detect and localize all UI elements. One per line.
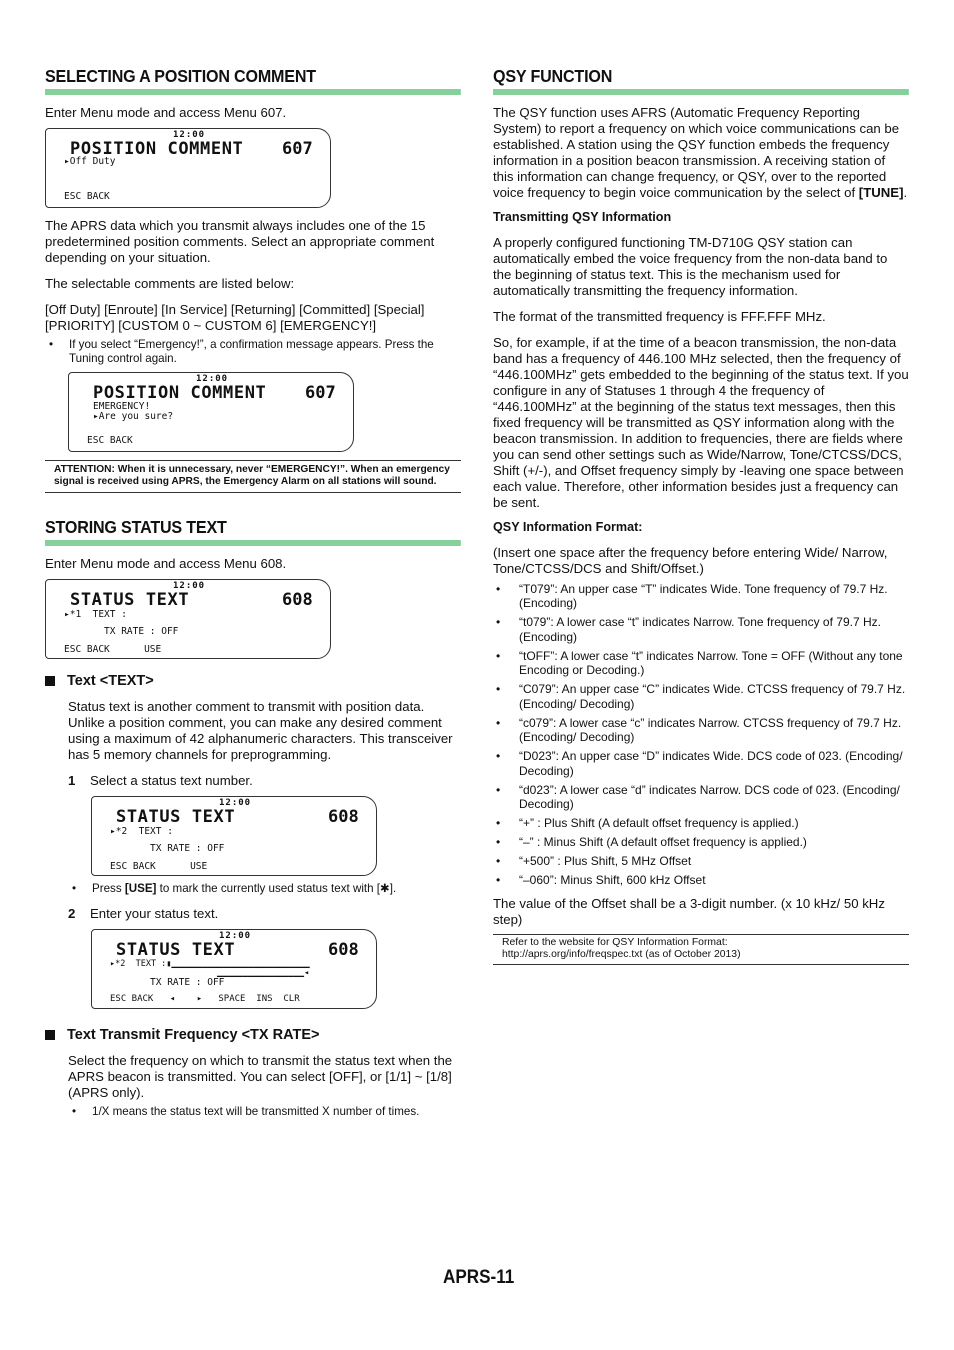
tune-key-label: [TUNE] <box>858 185 904 200</box>
bullet-text: “d023”: A lower case “d” indicates Narrow. DCS code of 023. (Encoding/ Decoding) <box>519 782 900 811</box>
lcd-title: STATUS TEXT <box>116 807 236 827</box>
square-bullet-icon <box>45 676 55 686</box>
position-comment-para2: The selectable comments are listed below: <box>45 276 295 291</box>
note-url: http://aprs.org/info/freqspec.txt (as of October 2013) <box>502 948 741 960</box>
lcd-line: ▸*1 TEXT : <box>64 609 127 620</box>
step-number: 2 <box>68 906 76 921</box>
qsy-para1-text: The QSY function uses AFRS (Automatic Frequency Reporting System) to report a frequency on which voice communications can be established. A station using the QSY function embeds the frequency information in a position beacon transmission. A receiving station of this information can change frequency, or QSY, over to the reported voice frequency to begin voice communication by the select of <box>493 105 900 200</box>
step-text: Select a status text number. <box>90 773 253 788</box>
lcd-status-edit <box>91 929 377 1009</box>
lcd-softkeys: ESC BACK <box>87 435 133 446</box>
list-item <box>493 854 909 869</box>
bullet-text: “C079”: An upper case “C” indicates Wide. CTCSS frequency of 79.7 Hz. (Encoding/ Decoding) <box>519 682 906 711</box>
bullet: • <box>496 581 501 596</box>
step-1 <box>68 773 461 788</box>
lcd-softkeys: ESC BACK ◂ ▸ SPACE INS CLR <box>110 994 300 1004</box>
list-item <box>493 582 909 611</box>
bullet: • <box>496 835 501 849</box>
use-key-label: [USE] <box>124 882 157 895</box>
list-item <box>493 783 909 812</box>
bullet-text-post: to mark the currently used status text with [✱]. <box>156 882 397 895</box>
text-para: Status text is another comment to transmit with position data. Unlike a position comment, you can make any desired comment using a maximum of 42 alphanumeric characters. This transceiver has 5 memory channels for preprogramming. <box>68 699 453 762</box>
lcd-title: POSITION COMMENT <box>93 383 267 403</box>
subheading-text <box>45 673 461 689</box>
bullet-text: “+” : Plus Shift (A default offset frequency is applied.) <box>519 816 799 830</box>
lcd-line: TX RATE : OFF <box>110 843 225 854</box>
lcd-clock: 12:00 <box>173 130 206 140</box>
bullet-text: “t079”: A lower case “t” indicates Narrow. Tone frequency of 79.7 Hz. (Encoding) <box>519 615 881 644</box>
bullet: • <box>496 816 501 830</box>
step-number: 1 <box>68 773 76 788</box>
list-item <box>493 835 909 850</box>
list-item <box>493 816 909 831</box>
bullet: • <box>496 854 501 868</box>
lcd-menu-number: 607 <box>305 383 336 403</box>
bullet-text <box>92 882 396 896</box>
lcd-softkeys: ESC BACK USE <box>64 644 162 655</box>
qsy-para1-end: . <box>903 185 908 200</box>
lcd-clock: 12:00 <box>196 374 229 384</box>
step-2 <box>68 906 461 921</box>
lcd-title: STATUS TEXT <box>116 940 236 960</box>
bullet-text: If you select “Emergency!”, a confirmation message appears. Press the Tuning control again. <box>69 338 434 365</box>
qsy-format-list <box>493 582 909 888</box>
qsy-para5: (Insert one space after the frequency before entering Wide/ Narrow, Tone/CTCSS/DCS and Shift/Offset.) <box>493 545 888 576</box>
lcd-softkeys: ESC BACK <box>64 191 110 202</box>
left-column <box>45 66 461 1119</box>
section-heading-status-text: STORING STATUS TEXT <box>45 517 461 546</box>
lcd-line: TX RATE : OFF <box>110 977 225 988</box>
list-item <box>68 1105 461 1119</box>
subheading-label: Text Transmit Frequency <TX RATE> <box>67 1027 320 1043</box>
list-item <box>68 882 461 896</box>
bullet-text: “–” : Minus Shift (A default offset frequency is applied.) <box>519 835 807 849</box>
square-bullet-icon <box>45 1030 55 1040</box>
step-text: Enter your status text. <box>90 906 219 921</box>
qsy-para1 <box>493 105 909 201</box>
lcd-line: EMERGENCY! <box>93 401 151 412</box>
subheading-tx-rate <box>45 1027 461 1043</box>
lcd-clock: 12:00 <box>219 798 252 808</box>
qsy-para2: A properly configured functioning TM-D710G QSY station can automatically embed the voice frequency from the non-data band to the beginning of status text. This is the mechanism used for automatically transmitting the frequency information. <box>493 235 888 298</box>
bullet: • <box>496 682 501 696</box>
lcd-line: ▸Are you sure? <box>93 411 174 422</box>
section-heading-qsy: QSY FUNCTION <box>493 66 909 95</box>
bullet-text: “–060”: Minus Shift, 600 kHz Offset <box>519 873 706 887</box>
list-item <box>493 716 909 745</box>
subheading-label: Text <TEXT> <box>67 673 154 689</box>
list-item <box>493 649 909 678</box>
lcd-clock: 12:00 <box>219 931 252 941</box>
list-item <box>493 749 909 778</box>
bullet: • <box>496 715 501 730</box>
section-heading-position-comment: SELECTING A POSITION COMMENT <box>45 66 461 95</box>
bullet-text: “D023”: An upper case “D” indicates Wide. DCS code of 023. (Encoding/ Decoding) <box>519 749 903 778</box>
reference-note <box>493 934 909 965</box>
qsy-para3: The format of the transmitted frequency is FFF.FFF MHz. <box>493 309 826 324</box>
list-item <box>45 338 461 366</box>
lcd-status-select <box>91 796 377 876</box>
list-item <box>493 873 909 888</box>
bullet: • <box>496 749 501 763</box>
bullet: • <box>49 338 54 351</box>
bullet: • <box>496 782 501 797</box>
list-item <box>493 682 909 711</box>
lcd-status-text <box>45 579 331 659</box>
bullet-text: “T079”: An upper case “T” indicates Wide. Tone frequency of 79.7 Hz. (Encoding) <box>519 581 888 610</box>
bullet-text-pre: Press <box>92 882 125 895</box>
bullet: • <box>496 873 501 887</box>
bullet-text: 1/X means the status text will be transmitted X number of times. <box>92 1105 420 1118</box>
position-comment-intro: Enter Menu mode and access Menu 607. <box>45 105 287 120</box>
lcd-line: ▸*2 TEXT :▮▁▁▁▁▁▁▁▁▁▁▁▁▁▁▁▁▁▁▁▁▁▁▁▁▁▁▁ <box>110 959 310 969</box>
lcd-line: ▁▁▁▁▁▁▁▁▁▁▁▁▁▁▁▁▁◂ <box>217 968 310 978</box>
page-number: APRS-11 <box>443 1267 515 1288</box>
list-item <box>493 615 909 644</box>
bullet: • <box>496 648 501 663</box>
position-comment-para1: The APRS data which you transmit always includes one of the 15 predetermined position comments. Select an appropriate comment depending on your situation. <box>45 218 435 265</box>
bullet: • <box>72 882 77 895</box>
lcd-line: ▸*2 TEXT : <box>110 826 173 837</box>
attention-box: ATTENTION: When it is unnecessary, never “EMERGENCY!”. When an emergency signal is received using APRS, the Emergency Alarm on all stations will sound. <box>45 460 461 493</box>
note-line: Refer to the website for QSY Information Format: <box>502 936 728 948</box>
lcd-title: STATUS TEXT <box>70 590 190 610</box>
lcd-menu-number: 608 <box>328 807 359 827</box>
qsy-para4: So, for example, if at the time of a beacon transmission, the non-data band has a frequency of 446.100 MHz selected, then the frequency of “446.100MHz” gets embedded to the beginning of the status text. If you configure in any of Statuses 1 through 4 the frequency of “446.100MHz” at the beginning of the status text messages, then this fixed frequency will be transmitted as QSY information along with the beacon transmission. In addition to frequencies, there are fields where you can send other settings such as Wide/Narrow, Tone/CTCSS/DCS, Shift (+/-), and Offset frequency simply by -leaving one space between each value. Therefore, other information besides just a frequency can be sent. <box>493 335 909 510</box>
lcd-clock: 12:00 <box>173 581 206 591</box>
lcd-menu-number: 607 <box>282 139 313 159</box>
lcd-title: POSITION COMMENT <box>70 139 244 159</box>
lcd-softkeys: ESC BACK USE <box>110 861 208 872</box>
bullet-text: “tOFF”: A lower case “t” indicates Narrow. Tone = OFF (Without any tone Encoding or Decoding.) <box>519 648 903 677</box>
lcd-position-comment <box>45 128 331 208</box>
right-column <box>493 66 909 965</box>
bullet: • <box>72 1105 77 1118</box>
bullet-text: “+500” : Plus Shift, 5 MHz Offset <box>519 854 692 868</box>
lcd-line: TX RATE : OFF <box>64 626 179 637</box>
qsy-sub-transmitting: Transmitting QSY Information <box>493 210 672 224</box>
bullet: • <box>496 615 501 629</box>
bullet-text: “c079”: A lower case “c” indicates Narrow. CTCSS frequency of 79.7 Hz. (Encoding/ Decoding) <box>519 715 902 744</box>
lcd-menu-number: 608 <box>282 590 313 610</box>
qsy-para6: The value of the Offset shall be a 3-digit number. (x 10 kHz/ 50 kHz step) <box>493 895 885 927</box>
lcd-menu-number: 608 <box>328 940 359 960</box>
qsy-sub-format: QSY Information Format: <box>493 520 643 534</box>
lcd-emergency-confirm <box>68 372 354 452</box>
position-comment-list: [Off Duty] [Enroute] [In Service] [Returning] [Committed] [Special] [PRIORITY] [CUSTOM 0 ~ CUSTOM 6] [EMERGENCY!] <box>45 302 425 333</box>
tx-rate-para: Select the frequency on which to transmit the status text when the APRS beacon is transmitted. You can select [OFF], or [1/1] ~ [1/8] (APRS only). <box>68 1053 453 1100</box>
status-intro: Enter Menu mode and access Menu 608. <box>45 556 287 571</box>
lcd-line: ▸Off Duty <box>64 156 116 167</box>
